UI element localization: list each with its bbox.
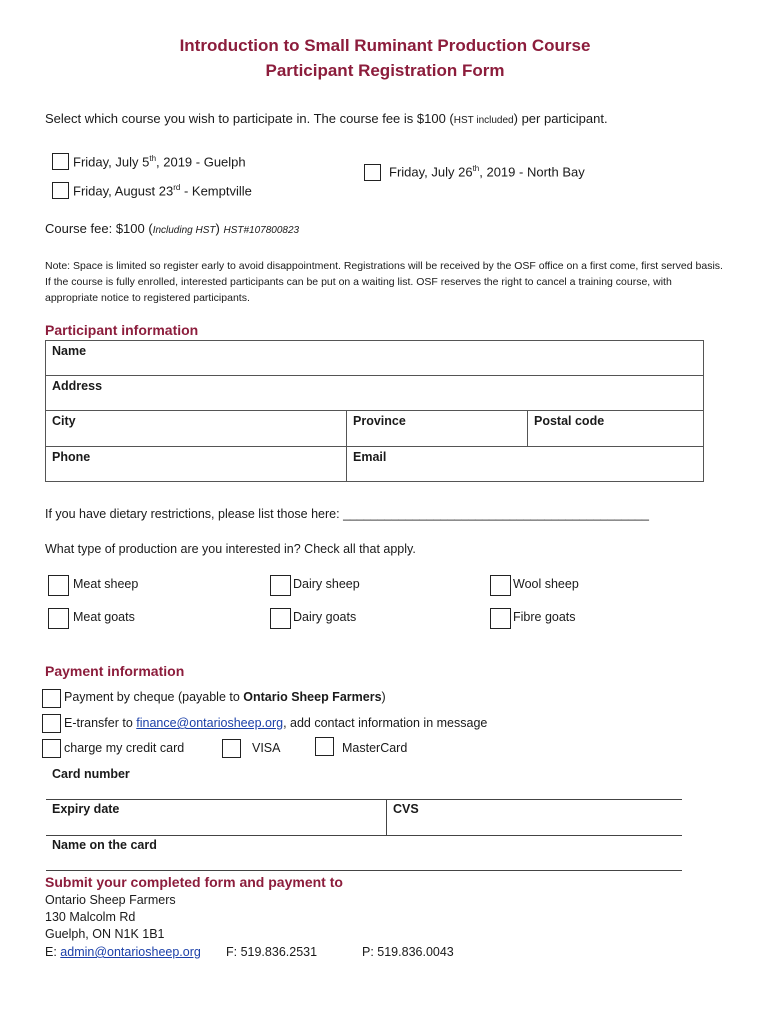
dairy-sheep-label: Dairy sheep xyxy=(293,577,360,591)
course-guelph-label: Friday, July 5th, 2019 - Guelph xyxy=(73,154,246,170)
hst-number: HST#107800823 xyxy=(223,225,300,236)
cheque-payee: Ontario Sheep Farmers xyxy=(243,690,382,704)
postal-code-label: Postal code xyxy=(534,414,605,428)
participant-table xyxy=(45,340,704,482)
credit-card-label: charge my credit card xyxy=(64,741,185,755)
city-field[interactable] xyxy=(46,411,347,447)
wool-sheep-checkbox[interactable] xyxy=(490,575,511,596)
province-label: Province xyxy=(353,414,406,428)
address-field[interactable] xyxy=(46,376,704,411)
registration-note: Note: Space is limited so register early to avoid disappointment. Registrations will be received by the OSF office on a first come, first served basis. If the course is fully enrolled, interested participants can be put on a waiting list. OSF reserves the right to cancel a training course, with appropriate notice to registered participants. xyxy=(45,260,723,304)
province-field[interactable] xyxy=(347,411,528,447)
cvs-label: CVS xyxy=(393,802,419,816)
credit-card-checkbox[interactable] xyxy=(42,739,61,758)
expiry-date-field[interactable] xyxy=(46,800,386,834)
meat-sheep-label: Meat sheep xyxy=(73,577,139,591)
visa-checkbox[interactable] xyxy=(222,739,241,758)
meat-goats-label: Meat goats xyxy=(73,610,135,624)
card-number-field[interactable] xyxy=(46,766,682,799)
email-field[interactable] xyxy=(347,447,704,482)
hst-included-note: HST included xyxy=(453,115,514,126)
phone-label: Phone xyxy=(52,450,91,464)
cvs-field[interactable] xyxy=(387,800,682,834)
dairy-goats-label: Dairy goats xyxy=(293,610,357,624)
participant-heading: Participant information xyxy=(45,322,199,338)
course-kemptville-checkbox[interactable] xyxy=(52,182,69,199)
mastercard-checkbox[interactable] xyxy=(315,737,334,756)
submit-org: Ontario Sheep Farmers xyxy=(45,893,176,907)
city-label: City xyxy=(52,414,76,428)
submit-phone: P: 519.836.0043 xyxy=(362,945,454,959)
name-on-card-field[interactable] xyxy=(46,836,682,870)
finance-email-link[interactable]: finance@ontariosheep.org xyxy=(136,716,284,730)
email-label: Email xyxy=(353,450,387,464)
cheque-label: Payment by cheque (payable to Ontario Sheep Farmers) xyxy=(64,690,386,704)
submit-fax: F: 519.836.2531 xyxy=(226,945,318,959)
including-hst-note: Including HST xyxy=(152,225,216,236)
dietary-restrictions-field[interactable]: If you have dietary restrictions, please list those here: ____________________________________________ xyxy=(45,507,649,521)
course-guelph-checkbox[interactable] xyxy=(52,153,69,170)
form-subtitle: Participant Registration Form xyxy=(265,61,505,80)
intro-text: Select which course you wish to participate in. The course fee is $100 ( xyxy=(45,111,454,126)
course-northbay-checkbox[interactable] xyxy=(364,164,381,181)
dairy-goats-checkbox[interactable] xyxy=(270,608,291,629)
name-on-card-divider xyxy=(46,870,682,871)
expiry-date-label: Expiry date xyxy=(52,802,120,816)
submit-city: Guelph, ON N1K 1B1 xyxy=(45,927,165,941)
etransfer-label: E-transfer to finance@ontariosheep.org, add contact information in message xyxy=(64,716,488,730)
visa-label: VISA xyxy=(252,741,281,755)
payment-heading: Payment information xyxy=(45,663,185,679)
meat-goats-checkbox[interactable] xyxy=(48,608,69,629)
course-northbay-label: Friday, July 26th, 2019 - North Bay xyxy=(389,164,585,180)
postal-code-field[interactable] xyxy=(528,411,704,447)
name-label: Name xyxy=(52,344,87,358)
fibre-goats-checkbox[interactable] xyxy=(490,608,511,629)
production-question: What type of production are you interested in? Check all that apply. xyxy=(45,542,416,556)
address-label: Address xyxy=(52,379,103,393)
submit-heading: Submit your completed form and payment to xyxy=(45,874,343,890)
fibre-goats-label: Fibre goats xyxy=(513,610,576,624)
form-title: Introduction to Small Ruminant Production Course xyxy=(179,36,591,55)
meat-sheep-checkbox[interactable] xyxy=(48,575,69,596)
dairy-sheep-checkbox[interactable] xyxy=(270,575,291,596)
course-intro xyxy=(45,111,608,126)
submit-street: 130 Malcolm Rd xyxy=(45,910,136,924)
name-on-card-label: Name on the card xyxy=(52,838,157,852)
cheque-checkbox[interactable] xyxy=(42,689,61,708)
wool-sheep-label: Wool sheep xyxy=(513,577,579,591)
mastercard-label: MasterCard xyxy=(342,741,408,755)
course-kemptville-label: Friday, August 23rd - Kemptville xyxy=(73,183,252,199)
card-number-label: Card number xyxy=(52,767,130,781)
phone-field[interactable] xyxy=(46,447,347,482)
intro-suffix: ) per participant. xyxy=(513,111,608,126)
course-fee: Course fee: $100 (Including HST) HST#107800823 xyxy=(45,221,300,236)
name-field[interactable] xyxy=(46,341,704,376)
submit-email: E: admin@ontariosheep.org xyxy=(45,945,201,959)
etransfer-checkbox[interactable] xyxy=(42,714,61,733)
admin-email-link[interactable]: admin@ontariosheep.org xyxy=(60,945,201,959)
